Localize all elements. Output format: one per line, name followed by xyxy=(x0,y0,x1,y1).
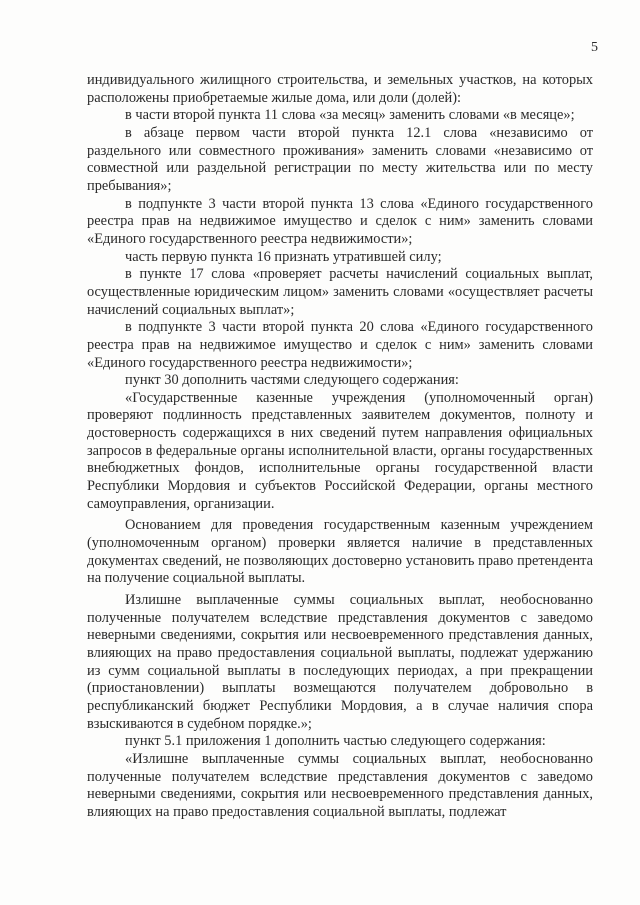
paragraph-continuation: индивидуального жилищного строительства, и земельных участков, на которых расположены приобретаемые жилые дома, или доли (долей): xyxy=(87,72,593,106)
document-body xyxy=(87,72,593,822)
paragraph-item-12-1: в абзаце первом части второй пункта 12.1 слова «независимо от раздельного или совместного проживания» заменить словами «независимо от совместной или раздельной регистрации по месту жительства или по месту пребывания»; xyxy=(87,124,593,194)
paragraph-item-13: в подпункте 3 части второй пункта 13 слова «Единого государственного реестра прав на недвижимое имущество и сделок с ним» заменить словами «Единого государственного реестра недвижимости»; xyxy=(87,195,593,247)
page-number: 5 xyxy=(591,40,598,55)
paragraph-item-20: в подпункте 3 части второй пункта 20 слова «Единого государственного реестра прав на недвижимое имущество и сделок с ним» заменить словами «Единого государственного реестра недвижимости»; xyxy=(87,319,593,371)
paragraph-quote-overpayments: Излишне выплаченные суммы социальных выплат, необоснованно полученные получателем вследствие представления документов с заведомо неверными сведениями, сокрытия или несвоевременного представления данных, влияющих на право предоставления социальной выплаты, подлежат удержанию из сумм социальной выплаты в последующих периодах, а при прекращении (приостановлении) выплаты возмещаются получателем добровольно в республиканский бюджет Республики Мордовия, а в случае наличия спора взыскиваются в судебном порядке.»; xyxy=(87,592,593,732)
paragraph-item-11: в части второй пункта 11 слова «за месяц» заменить словами «в месяце»; xyxy=(125,107,575,124)
paragraph-quote-appendix: «Излишне выплаченные суммы социальных выплат, необоснованно полученные получателем вследствие представления документов с заведомо неверными сведениями, сокрытия или несвоевременного представления данных, влияющих на право предоставления социальной выплаты, подлежат xyxy=(87,750,593,820)
paragraph-quote-verification: «Государственные казенные учреждения (уполномоченный орган) проверяют подлинность представленных заявителем документов, полноту и достоверность содержащихся в них сведений путем направления официальных запросов в федеральные органы исполнительной власти, органы государственных внебюджетных фондов, исполнительные органы государственной власти Республики Мордовия и субъектов Российской Федерации, органы местного самоуправления, организации. xyxy=(87,389,593,512)
paragraph-item-5-1: пункт 5.1 приложения 1 дополнить частью следующего содержания: xyxy=(125,733,546,750)
paragraph-item-17: в пункте 17 слова «проверяет расчеты начислений социальных выплат, осуществленные юридическим лицом» заменить словами «осуществляет расчеты начислений социальных выплат»; xyxy=(87,266,593,318)
paragraph-item-16: часть первую пункта 16 признать утратившей силу; xyxy=(125,248,442,265)
paragraph-quote-grounds: Основанием для проведения государственным казенным учреждением (уполномоченным органом) проверки является наличие в представленных документах сведений, не позволяющих достоверно установить право претендента на получение социальной выплаты. xyxy=(87,517,593,587)
paragraph-item-30: пункт 30 дополнить частями следующего содержания: xyxy=(125,372,459,389)
